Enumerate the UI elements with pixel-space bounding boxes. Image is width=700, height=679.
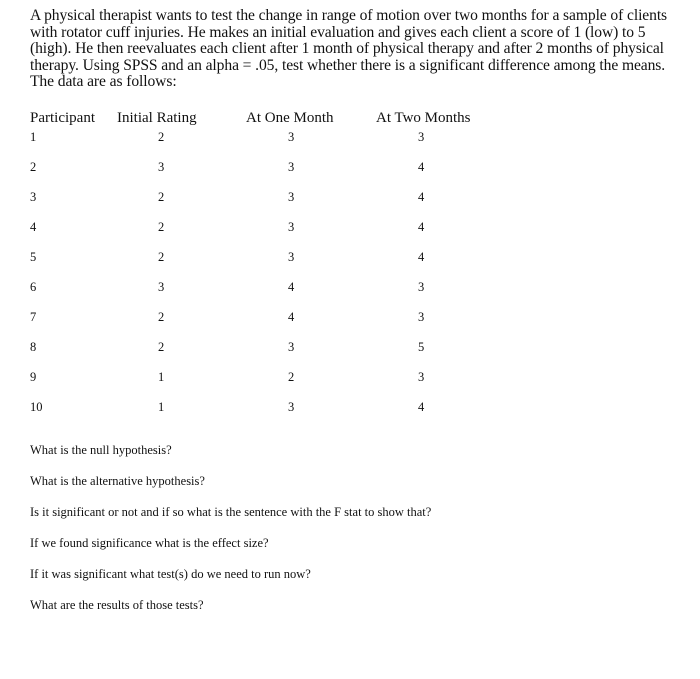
question-item: If it was significant what test(s) do we need to run now? xyxy=(30,567,311,581)
cell-at-one-month: 3 xyxy=(288,400,295,414)
cell-at-two-months: 4 xyxy=(418,190,425,204)
cell-initial-rating: 1 xyxy=(158,370,165,384)
cell-at-two-months: 4 xyxy=(418,400,425,414)
cell-at-two-months: 4 xyxy=(418,250,425,264)
cell-initial-rating: 2 xyxy=(158,220,165,234)
cell-at-one-month: 3 xyxy=(288,160,295,174)
header-at-one-month: At One Month xyxy=(246,110,334,126)
cell-at-one-month: 4 xyxy=(288,310,295,324)
problem-statement: A physical therapist wants to test the change in range of motion over two months for a sample of clients with rotator cuff injuries. He makes an initial evaluation and gives each client a score of 1 (low) to 5 (high). He then reevaluates each client after 1 month of physical therapy and after 2 months of physical therapy. Using SPSS and an alpha = .05, test whether there is a significant difference among the means. The data are as follows: xyxy=(30,7,668,91)
table-row xyxy=(30,400,550,430)
cell-participant: 8 xyxy=(30,340,37,354)
table-row xyxy=(30,280,550,310)
question-list xyxy=(30,443,431,629)
table-row xyxy=(30,190,550,220)
table-row xyxy=(30,340,550,370)
header-at-two-months: At Two Months xyxy=(376,110,471,126)
cell-at-one-month: 3 xyxy=(288,250,295,264)
table-row xyxy=(30,310,550,340)
cell-participant: 2 xyxy=(30,160,37,174)
cell-at-two-months: 3 xyxy=(418,280,425,294)
cell-participant: 9 xyxy=(30,370,37,384)
cell-at-one-month: 3 xyxy=(288,190,295,204)
cell-initial-rating: 2 xyxy=(158,130,165,144)
question-item: What is the null hypothesis? xyxy=(30,443,172,457)
header-initial-rating: Initial Rating xyxy=(117,110,197,126)
cell-at-two-months: 4 xyxy=(418,160,425,174)
cell-initial-rating: 2 xyxy=(158,310,165,324)
table-row xyxy=(30,130,550,160)
cell-initial-rating: 3 xyxy=(158,280,165,294)
cell-at-one-month: 2 xyxy=(288,370,295,384)
cell-at-two-months: 3 xyxy=(418,130,425,144)
cell-participant: 10 xyxy=(30,400,43,414)
cell-at-two-months: 5 xyxy=(418,340,425,354)
table-header xyxy=(30,110,550,130)
question-item: What are the results of those tests? xyxy=(30,598,204,612)
question-item: If we found significance what is the effect size? xyxy=(30,536,269,550)
cell-at-one-month: 3 xyxy=(288,130,295,144)
header-participant: Participant xyxy=(30,110,95,126)
cell-at-two-months: 4 xyxy=(418,220,425,234)
table-row xyxy=(30,250,550,280)
table-body xyxy=(30,130,550,430)
question-item: Is it significant or not and if so what is the sentence with the F stat to show that? xyxy=(30,505,432,519)
cell-participant: 6 xyxy=(30,280,37,294)
cell-participant: 5 xyxy=(30,250,37,264)
cell-initial-rating: 2 xyxy=(158,190,165,204)
table-row xyxy=(30,370,550,400)
cell-initial-rating: 2 xyxy=(158,250,165,264)
cell-participant: 3 xyxy=(30,190,37,204)
table-row xyxy=(30,220,550,250)
cell-initial-rating: 3 xyxy=(158,160,165,174)
cell-participant: 1 xyxy=(30,130,37,144)
cell-participant: 7 xyxy=(30,310,37,324)
data-table xyxy=(30,110,550,430)
cell-at-two-months: 3 xyxy=(418,310,425,324)
cell-at-one-month: 3 xyxy=(288,220,295,234)
cell-initial-rating: 2 xyxy=(158,340,165,354)
cell-initial-rating: 1 xyxy=(158,400,165,414)
cell-at-two-months: 3 xyxy=(418,370,425,384)
table-row xyxy=(30,160,550,190)
question-item: What is the alternative hypothesis? xyxy=(30,474,205,488)
cell-at-one-month: 3 xyxy=(288,340,295,354)
cell-participant: 4 xyxy=(30,220,37,234)
cell-at-one-month: 4 xyxy=(288,280,295,294)
